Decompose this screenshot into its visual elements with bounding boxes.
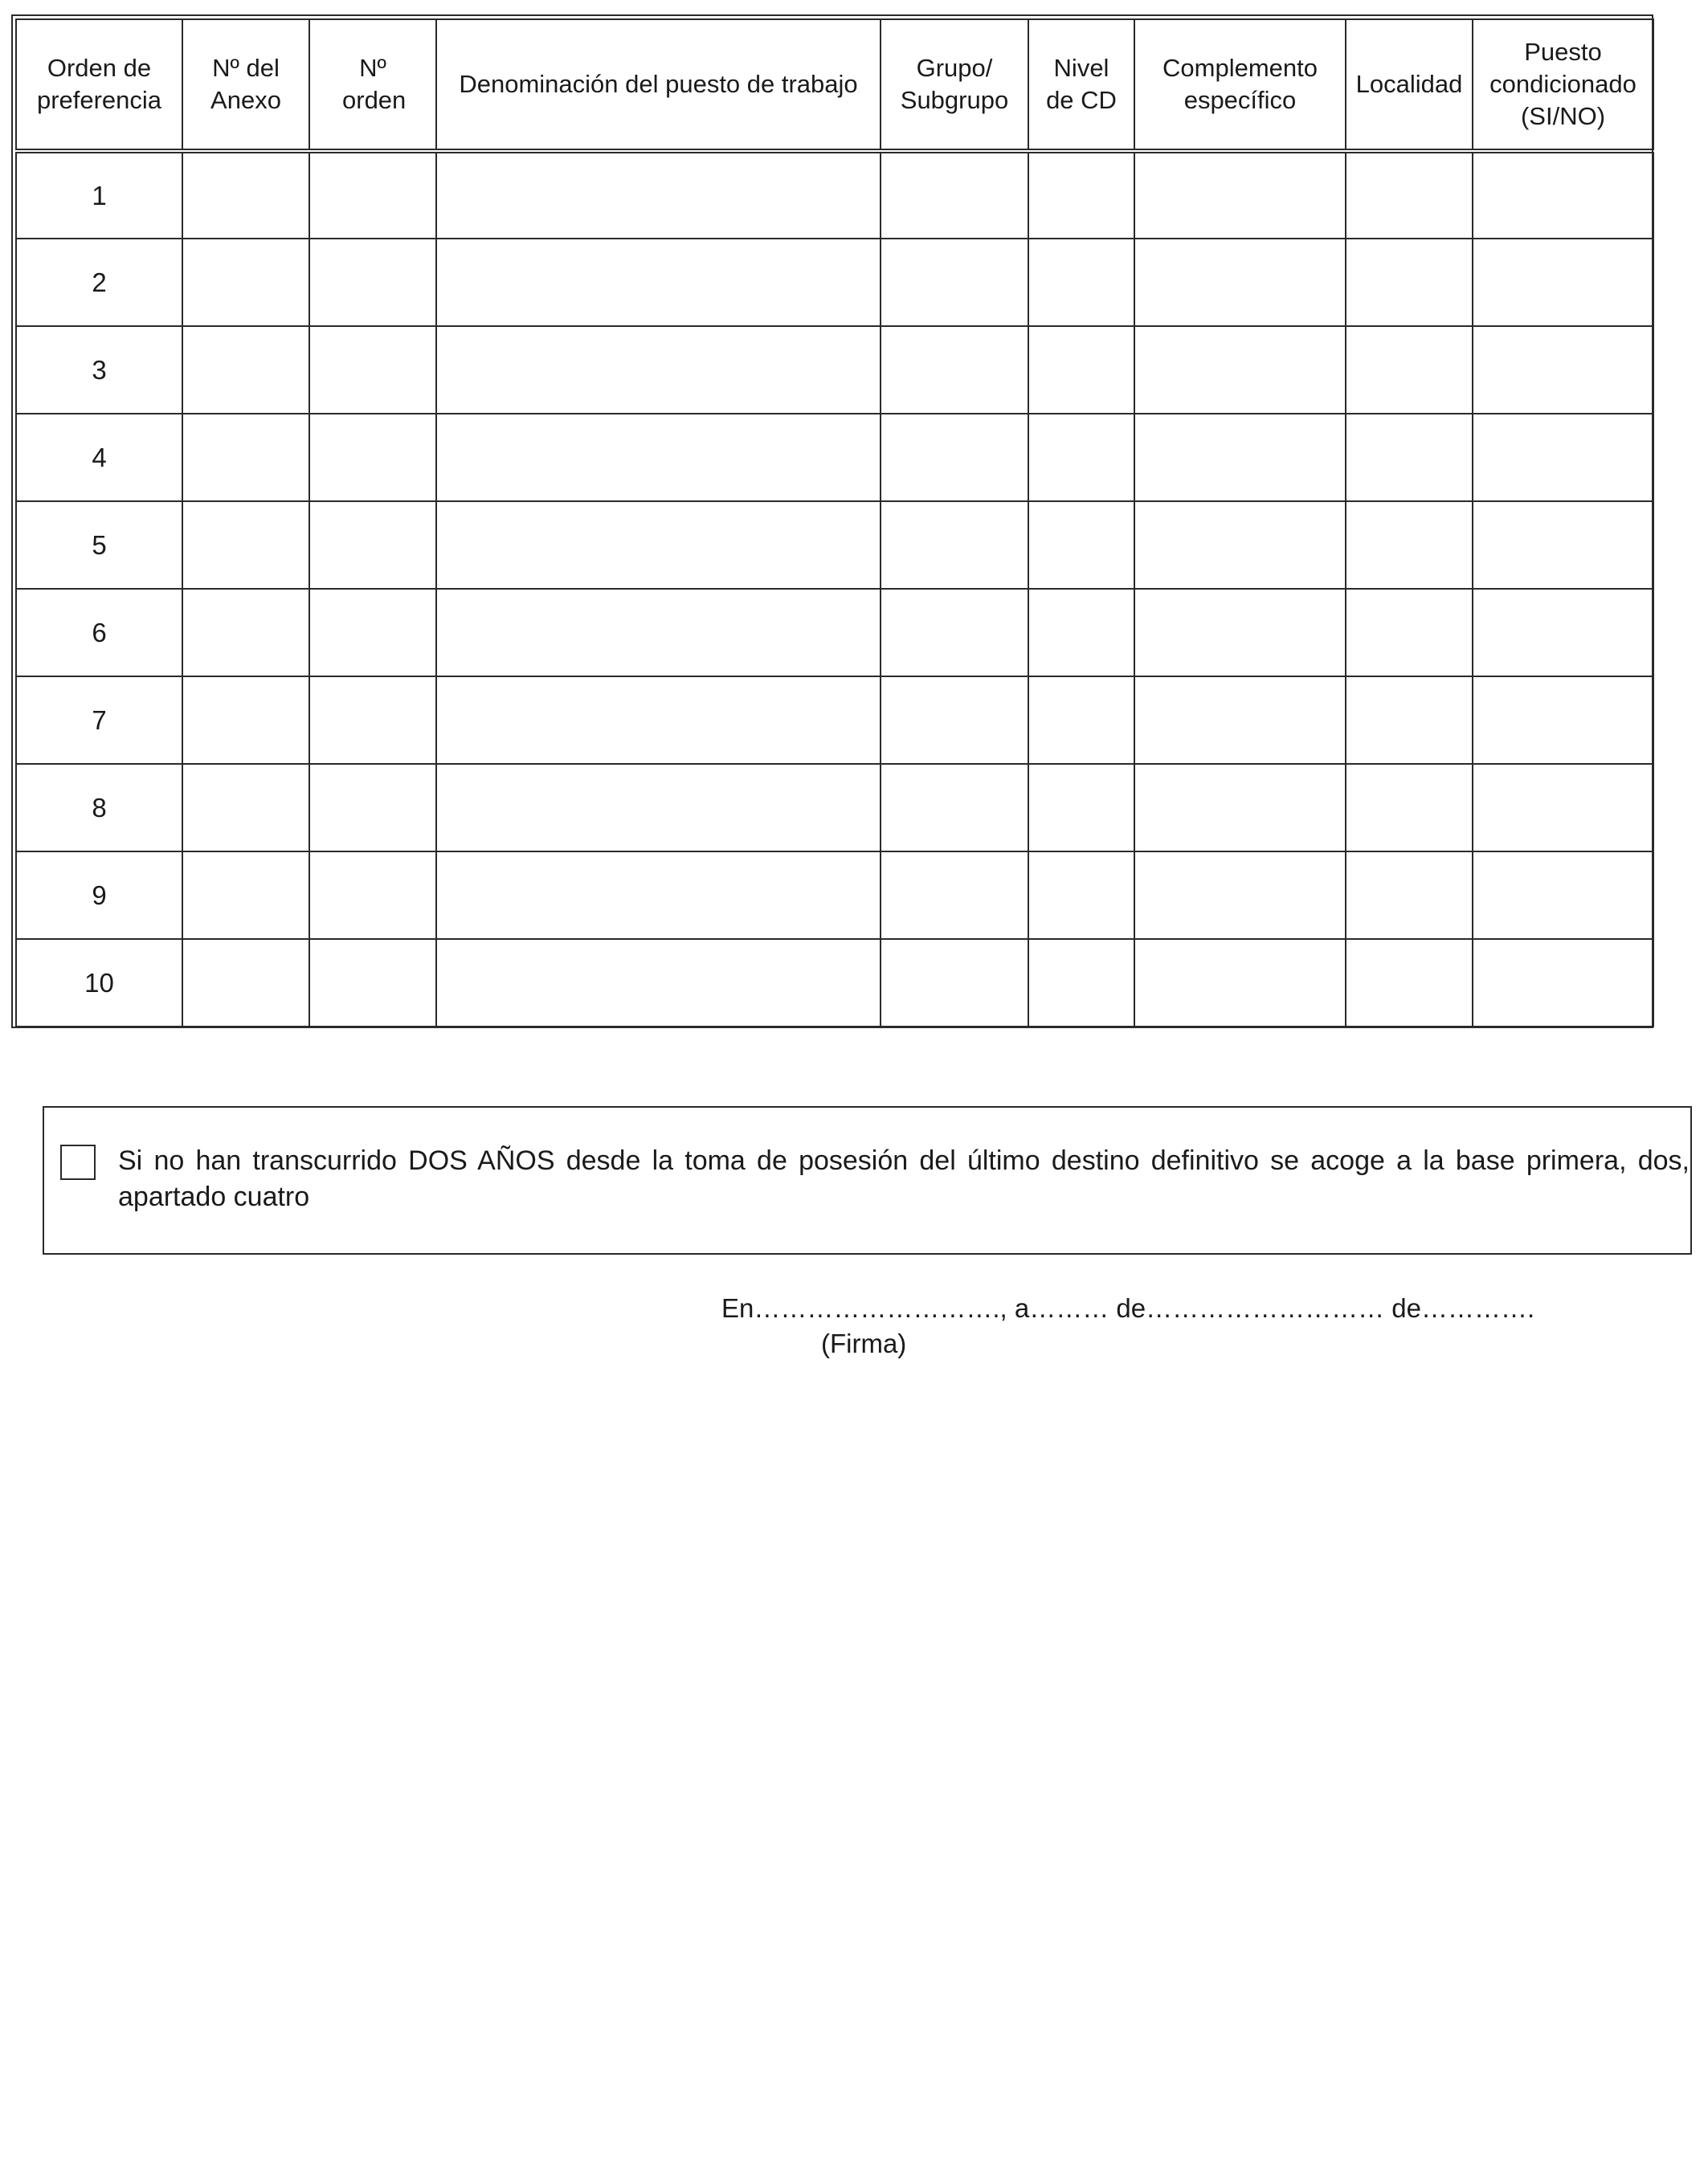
cell-numero-orden[interactable]: [309, 851, 436, 939]
cell-numero-anexo[interactable]: [182, 939, 309, 1027]
cell-complemento-especifico[interactable]: [1134, 151, 1346, 239]
cell-localidad[interactable]: [1346, 676, 1473, 764]
table-row: [16, 501, 1653, 589]
cell-nivel-cd[interactable]: [1028, 326, 1134, 414]
signature-label: (Firma): [821, 1329, 907, 1358]
cell-grupo-subgrupo[interactable]: [881, 501, 1028, 589]
header-numero-anexo: Nº del Anexo: [182, 19, 309, 151]
cell-numero-anexo[interactable]: [182, 676, 309, 764]
cell-grupo-subgrupo[interactable]: [881, 939, 1028, 1027]
cell-numero-anexo[interactable]: [182, 151, 309, 239]
cell-numero-anexo[interactable]: [182, 414, 309, 501]
row-order-number: 10: [16, 939, 182, 1027]
cell-numero-anexo[interactable]: [182, 239, 309, 326]
cell-puesto-condicionado[interactable]: [1473, 501, 1653, 589]
cell-nivel-cd[interactable]: [1028, 151, 1134, 239]
table-header-row: [16, 19, 1653, 151]
header-localidad: Localidad: [1346, 19, 1473, 151]
table-row: [16, 151, 1653, 239]
cell-numero-anexo[interactable]: [182, 851, 309, 939]
cell-nivel-cd[interactable]: [1028, 239, 1134, 326]
cell-denominacion-puesto[interactable]: [436, 851, 881, 939]
cell-numero-orden[interactable]: [309, 239, 436, 326]
cell-denominacion-puesto[interactable]: [436, 939, 881, 1027]
cell-localidad[interactable]: [1346, 326, 1473, 414]
header-denominacion-puesto: Denominación del puesto de trabajo: [436, 19, 881, 151]
cell-puesto-condicionado[interactable]: [1473, 151, 1653, 239]
cell-numero-orden[interactable]: [309, 939, 436, 1027]
cell-grupo-subgrupo[interactable]: [881, 151, 1028, 239]
cell-numero-orden[interactable]: [309, 589, 436, 676]
cell-numero-orden[interactable]: [309, 676, 436, 764]
cell-localidad[interactable]: [1346, 939, 1473, 1027]
place-date-line: En………………………., a……… de……………………… de………….: [721, 1293, 1535, 1323]
cell-nivel-cd[interactable]: [1028, 764, 1134, 851]
cell-grupo-subgrupo[interactable]: [881, 851, 1028, 939]
cell-denominacion-puesto[interactable]: [436, 764, 881, 851]
cell-denominacion-puesto[interactable]: [436, 326, 881, 414]
row-order-number: 8: [16, 764, 182, 851]
cell-puesto-condicionado[interactable]: [1473, 326, 1653, 414]
cell-nivel-cd[interactable]: [1028, 676, 1134, 764]
cell-puesto-condicionado[interactable]: [1473, 676, 1653, 764]
preference-table: [15, 18, 1654, 1027]
cell-puesto-condicionado[interactable]: [1473, 939, 1653, 1027]
cell-puesto-condicionado[interactable]: [1473, 851, 1653, 939]
header-nivel-cd: Nivel de CD: [1028, 19, 1134, 151]
cell-nivel-cd[interactable]: [1028, 501, 1134, 589]
table-row: [16, 676, 1653, 764]
cell-numero-orden[interactable]: [309, 151, 436, 239]
row-order-number: 2: [16, 239, 182, 326]
row-order-number: 4: [16, 414, 182, 501]
cell-complemento-especifico[interactable]: [1134, 939, 1346, 1027]
table-row: [16, 239, 1653, 326]
cell-numero-anexo[interactable]: [182, 764, 309, 851]
cell-nivel-cd[interactable]: [1028, 589, 1134, 676]
cell-complemento-especifico[interactable]: [1134, 764, 1346, 851]
cell-numero-orden[interactable]: [309, 764, 436, 851]
cell-complemento-especifico[interactable]: [1134, 501, 1346, 589]
preference-table-container: [11, 14, 1653, 1028]
cell-localidad[interactable]: [1346, 851, 1473, 939]
cell-grupo-subgrupo[interactable]: [881, 414, 1028, 501]
cell-localidad[interactable]: [1346, 501, 1473, 589]
row-order-number: 5: [16, 501, 182, 589]
table-row: [16, 939, 1653, 1027]
cell-grupo-subgrupo[interactable]: [881, 326, 1028, 414]
cell-puesto-condicionado[interactable]: [1473, 764, 1653, 851]
cell-complemento-especifico[interactable]: [1134, 414, 1346, 501]
cell-numero-anexo[interactable]: [182, 326, 309, 414]
cell-grupo-subgrupo[interactable]: [881, 676, 1028, 764]
row-order-number: 7: [16, 676, 182, 764]
cell-localidad[interactable]: [1346, 414, 1473, 501]
two-years-checkbox[interactable]: [60, 1145, 96, 1180]
cell-denominacion-puesto[interactable]: [436, 414, 881, 501]
cell-grupo-subgrupo[interactable]: [881, 764, 1028, 851]
header-grupo-subgrupo: Grupo/ Subgrupo: [881, 19, 1028, 151]
cell-grupo-subgrupo[interactable]: [881, 589, 1028, 676]
cell-localidad[interactable]: [1346, 151, 1473, 239]
table-row: [16, 589, 1653, 676]
cell-denominacion-puesto[interactable]: [436, 676, 881, 764]
row-order-number: 1: [16, 151, 182, 239]
row-order-number: 3: [16, 326, 182, 414]
cell-numero-orden[interactable]: [309, 501, 436, 589]
two-years-note-box: [43, 1106, 1692, 1255]
cell-complemento-especifico[interactable]: [1134, 676, 1346, 764]
table-row: [16, 414, 1653, 501]
cell-complemento-especifico[interactable]: [1134, 326, 1346, 414]
cell-localidad[interactable]: [1346, 589, 1473, 676]
table-row: [16, 326, 1653, 414]
header-orden-preferencia: Orden de preferencia: [16, 19, 182, 151]
table-row: [16, 851, 1653, 939]
table-row: [16, 764, 1653, 851]
cell-complemento-especifico[interactable]: [1134, 239, 1346, 326]
cell-numero-anexo[interactable]: [182, 589, 309, 676]
cell-grupo-subgrupo[interactable]: [881, 239, 1028, 326]
cell-numero-anexo[interactable]: [182, 501, 309, 589]
cell-complemento-especifico[interactable]: [1134, 589, 1346, 676]
cell-nivel-cd[interactable]: [1028, 414, 1134, 501]
cell-nivel-cd[interactable]: [1028, 851, 1134, 939]
cell-numero-orden[interactable]: [309, 326, 436, 414]
cell-nivel-cd[interactable]: [1028, 939, 1134, 1027]
cell-puesto-condicionado[interactable]: [1473, 414, 1653, 501]
cell-denominacion-puesto[interactable]: [436, 239, 881, 326]
cell-denominacion-puesto[interactable]: [436, 589, 881, 676]
header-numero-orden: Nº orden: [309, 19, 436, 151]
row-order-number: 6: [16, 589, 182, 676]
cell-numero-orden[interactable]: [309, 414, 436, 501]
two-years-note-text: Si no han transcurrido DOS AÑOS desde la toma de posesión del último destino definitivo se acoge a la base primera, dos, apartado cuatro: [118, 1145, 1690, 1212]
cell-denominacion-puesto[interactable]: [436, 501, 881, 589]
cell-complemento-especifico[interactable]: [1134, 851, 1346, 939]
cell-puesto-condicionado[interactable]: [1473, 239, 1653, 326]
header-complemento-especifico: Complemento específico: [1134, 19, 1346, 151]
row-order-number: 9: [16, 851, 182, 939]
header-puesto-condicionado: Puesto condicionado (SI/NO): [1473, 19, 1653, 151]
cell-denominacion-puesto[interactable]: [436, 151, 881, 239]
cell-puesto-condicionado[interactable]: [1473, 589, 1653, 676]
cell-localidad[interactable]: [1346, 239, 1473, 326]
cell-localidad[interactable]: [1346, 764, 1473, 851]
